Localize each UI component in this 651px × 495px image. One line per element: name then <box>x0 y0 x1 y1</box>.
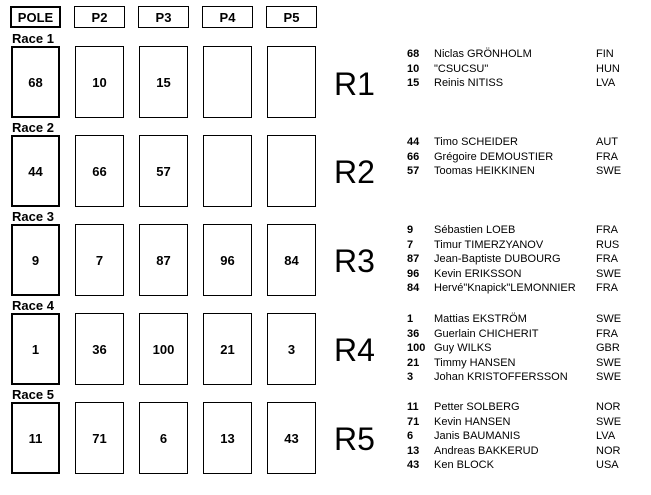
driver-entry <box>407 47 637 61</box>
grid-position-box: 84 <box>267 224 316 296</box>
driver-name: Andreas BAKKERUD <box>434 444 539 457</box>
driver-name: Timmy HANSEN <box>434 356 516 369</box>
car-number: 1 <box>407 313 414 325</box>
driver-nationality: LVA <box>596 430 616 442</box>
driver-nationality: USA <box>596 459 619 471</box>
car-number: 11 <box>407 401 419 413</box>
driver-entry <box>407 150 637 164</box>
car-number: 9 <box>407 224 414 236</box>
driver-nationality: FRA <box>596 253 618 265</box>
driver-nationality: SWE <box>596 415 622 428</box>
driver-nationality: HUN <box>596 62 620 75</box>
driver-nationality: LVA <box>596 77 616 89</box>
car-number: 87 <box>407 253 420 265</box>
driver-name: Sébastien LOEB <box>434 224 516 236</box>
driver-entry <box>407 341 637 355</box>
car-number: 43 <box>407 459 420 471</box>
grid-header-p2: P2 <box>74 6 125 28</box>
driver-nationality: FRA <box>596 150 618 163</box>
race-label: Race 5 <box>12 387 54 402</box>
grid-position-box: 87 <box>139 224 188 296</box>
driver-nationality: SWE <box>596 267 622 280</box>
driver-name: Mattias EKSTRÖM <box>434 313 527 325</box>
grid-position-box: 71 <box>75 402 124 474</box>
driver-nationality: FIN <box>596 48 614 60</box>
grid-position-box: 57 <box>139 135 188 207</box>
driver-name: Kevin ERIKSSON <box>434 267 522 280</box>
driver-name: Guerlain CHICHERIT <box>434 327 539 340</box>
driver-nationality: GBR <box>596 342 620 354</box>
driver-entry <box>407 444 637 458</box>
driver-entry <box>407 62 637 76</box>
grid-position-box <box>203 135 252 207</box>
driver-entry <box>407 76 637 90</box>
driver-name: Niclas GRÖNHOLM <box>434 48 532 60</box>
pole-position-box: 68 <box>11 46 60 118</box>
driver-name: Guy WILKS <box>434 342 492 354</box>
grid-header-p5: P5 <box>266 6 317 28</box>
car-number: 96 <box>407 267 420 280</box>
grid-header-pole: POLE <box>10 6 61 28</box>
pole-position-box: 44 <box>11 135 60 207</box>
grid-header-p3: P3 <box>138 6 189 28</box>
car-number: 10 <box>407 62 420 75</box>
driver-name: "CSUCSU" <box>434 62 489 75</box>
driver-name: Reinis NITISS <box>434 77 504 89</box>
driver-entry <box>407 327 637 341</box>
grid-position-box: 3 <box>267 313 316 385</box>
car-number: 84 <box>407 282 420 294</box>
driver-nationality: NOR <box>596 444 621 457</box>
driver-name: Timo SCHEIDER <box>434 136 518 148</box>
driver-entry <box>407 312 637 326</box>
car-number: 21 <box>407 356 420 369</box>
driver-name: Petter SOLBERG <box>434 401 520 413</box>
race-label: Race 2 <box>12 120 54 135</box>
race-code: R4 <box>334 332 375 368</box>
driver-entry <box>407 164 637 178</box>
grid-position-box: 36 <box>75 313 124 385</box>
driver-name: Johan KRISTOFFERSSON <box>434 371 568 383</box>
driver-nationality: AUT <box>596 136 618 148</box>
driver-entry <box>407 135 637 149</box>
grid-position-box: 66 <box>75 135 124 207</box>
driver-name: Grégoire DEMOUSTIER <box>434 150 554 163</box>
grid-position-box <box>267 46 316 118</box>
driver-entry <box>407 267 637 281</box>
driver-name: Toomas HEIKKINEN <box>434 165 535 177</box>
driver-name: Ken BLOCK <box>434 459 494 471</box>
grid-position-box: 7 <box>75 224 124 296</box>
driver-entry <box>407 370 637 384</box>
driver-nationality: SWE <box>596 313 622 325</box>
driver-entry <box>407 223 637 237</box>
race-code: R1 <box>334 66 375 102</box>
grid-position-box: 6 <box>139 402 188 474</box>
race-code: R3 <box>334 243 375 279</box>
driver-nationality: FRA <box>596 327 618 340</box>
driver-entry <box>407 400 637 414</box>
car-number: 7 <box>407 238 414 251</box>
car-number: 100 <box>407 342 426 354</box>
race-label: Race 3 <box>12 209 54 224</box>
grid-position-box: 13 <box>203 402 252 474</box>
grid-position-box: 96 <box>203 224 252 296</box>
driver-nationality: FRA <box>596 224 618 236</box>
race-label: Race 1 <box>12 31 54 46</box>
driver-name: Hervé"Knapick"LEMONNIER <box>434 282 576 294</box>
race-label: Race 4 <box>12 298 54 313</box>
pole-position-box: 1 <box>11 313 60 385</box>
driver-entry <box>407 415 637 429</box>
car-number: 44 <box>407 136 420 148</box>
grid-position-box: 21 <box>203 313 252 385</box>
car-number: 13 <box>407 444 420 457</box>
driver-nationality: NOR <box>596 401 621 413</box>
driver-entry <box>407 429 637 443</box>
driver-entry <box>407 252 637 266</box>
driver-entry <box>407 356 637 370</box>
driver-name: Kevin HANSEN <box>434 415 511 428</box>
driver-name: Jean-Baptiste DUBOURG <box>434 253 561 265</box>
pole-position-box: 9 <box>11 224 60 296</box>
grid-position-box <box>267 135 316 207</box>
driver-name: Timur TIMERZYANOV <box>434 238 544 251</box>
grid-header-p4: P4 <box>202 6 253 28</box>
car-number: 3 <box>407 371 414 383</box>
grid-position-box: 10 <box>75 46 124 118</box>
driver-nationality: SWE <box>596 356 622 369</box>
grid-position-box: 43 <box>267 402 316 474</box>
car-number: 68 <box>407 48 420 60</box>
driver-name: Janis BAUMANIS <box>434 430 521 442</box>
driver-entry <box>407 458 637 472</box>
car-number: 15 <box>407 77 420 89</box>
race-code: R5 <box>334 421 375 457</box>
driver-nationality: RUS <box>596 238 620 251</box>
driver-nationality: SWE <box>596 165 622 177</box>
driver-entry <box>407 281 637 295</box>
driver-entry <box>407 238 637 252</box>
driver-nationality: FRA <box>596 282 618 294</box>
pole-position-box: 11 <box>11 402 60 474</box>
driver-nationality: SWE <box>596 371 622 383</box>
car-number: 36 <box>407 327 420 340</box>
grid-position-box: 100 <box>139 313 188 385</box>
car-number: 57 <box>407 165 420 177</box>
grid-position-box: 15 <box>139 46 188 118</box>
race-code: R2 <box>334 154 375 190</box>
car-number: 6 <box>407 430 414 442</box>
grid-position-box <box>203 46 252 118</box>
car-number: 66 <box>407 150 420 163</box>
car-number: 71 <box>407 415 420 428</box>
